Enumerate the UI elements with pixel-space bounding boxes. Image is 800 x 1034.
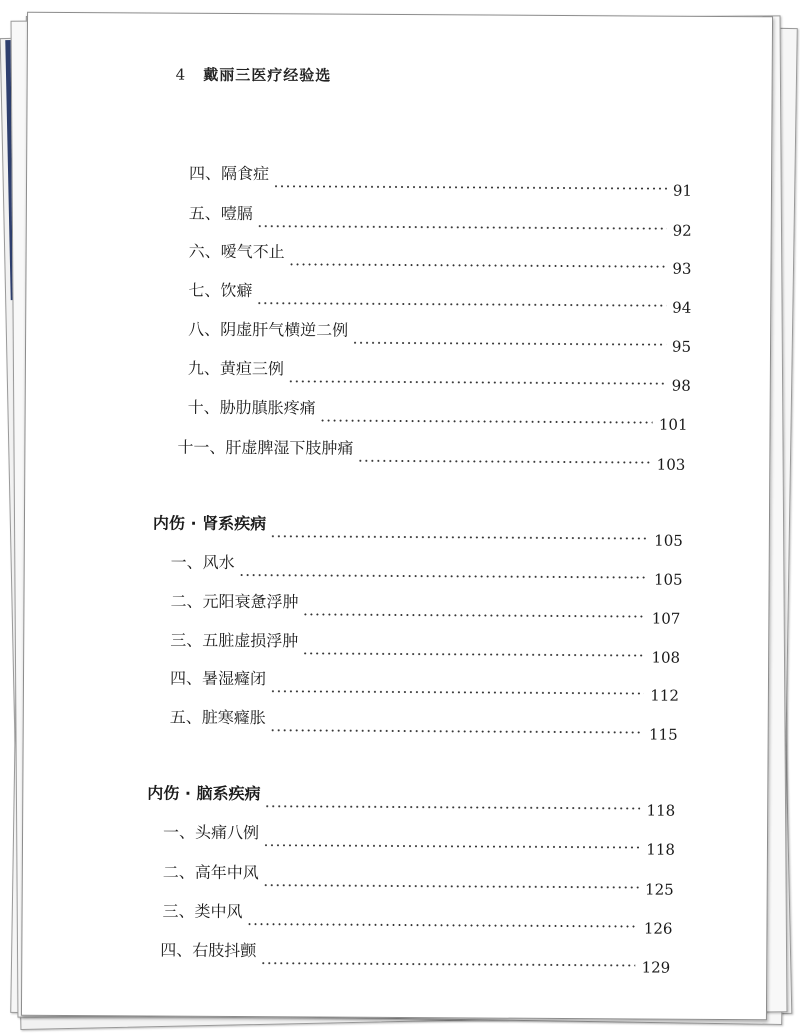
dot-leader <box>289 263 667 267</box>
toc-entry-label: 三、五脏虚损浮肿 <box>170 630 299 651</box>
toc-page-number: 94 <box>672 298 692 317</box>
dot-leader <box>270 535 648 539</box>
toc-entry-label: 内伤 · 脑系疾病 <box>147 783 261 804</box>
toc-page-number: 98 <box>671 376 691 395</box>
toc-entry <box>170 627 681 667</box>
toc-page-number: 101 <box>658 415 688 434</box>
toc-entry <box>163 819 676 859</box>
toc-entry <box>170 549 683 589</box>
dot-leader <box>247 923 638 927</box>
toc-page-number: 108 <box>651 648 681 667</box>
dot-leader <box>263 884 639 888</box>
toc-page-number: 129 <box>641 958 671 977</box>
toc-page-number: 91 <box>672 181 693 200</box>
dot-leader <box>302 613 645 617</box>
dot-leader <box>352 342 666 346</box>
toc-page-number: 107 <box>651 609 681 628</box>
dot-leader <box>256 302 666 307</box>
dot-leader <box>357 460 650 464</box>
dot-leader <box>320 420 653 424</box>
toc-entry-label: 五、脏寒癃胀 <box>169 707 266 728</box>
dot-leader <box>273 185 667 189</box>
dot-leader <box>302 652 645 656</box>
toc-entry-label: 十一、肝虚脾湿下肢肿痛 <box>177 437 354 458</box>
toc-entry <box>187 355 691 395</box>
toc-entry <box>169 704 678 744</box>
toc-entry <box>188 238 692 278</box>
toc-entry-label: 四、右肢抖颤 <box>160 940 257 961</box>
toc-entry-label: 九、黄疸三例 <box>187 358 284 379</box>
page-number: 4 <box>175 65 186 84</box>
toc-entry <box>188 277 692 317</box>
toc-page-number: 112 <box>650 686 679 705</box>
toc-page-number: 92 <box>672 221 692 240</box>
toc-page-number: 93 <box>672 259 692 278</box>
dot-leader <box>264 805 640 809</box>
dot-leader <box>270 729 643 733</box>
toc-entry-label: 八、阴虚肝气横逆二例 <box>188 319 349 340</box>
toc-page-number: 125 <box>645 880 674 899</box>
toc-page-number: 126 <box>643 919 673 938</box>
toc-entry <box>169 665 679 705</box>
toc-entry-label: 四、暑湿癃闭 <box>169 668 267 689</box>
toc-page-number: 115 <box>648 725 678 744</box>
toc-entry-label: 一、风水 <box>170 552 235 573</box>
toc-page-number: 103 <box>656 455 686 474</box>
toc-entry <box>188 316 692 356</box>
toc-entry-label: 七、饮癖 <box>188 280 253 301</box>
toc-entry <box>162 859 674 899</box>
dot-leader <box>239 574 648 579</box>
toc-entry <box>170 588 681 628</box>
toc-entry-label: 二、元阳衰惫浮肿 <box>170 591 299 612</box>
toc-entry-label: 三、类中风 <box>162 901 243 922</box>
toc-entry-label: 四、隔食症 <box>189 163 270 184</box>
toc-page-number: 105 <box>654 531 683 550</box>
toc-entry-label: 内伤 · 肾系疾病 <box>152 513 267 534</box>
dot-leader <box>260 962 635 966</box>
book-title: 戴丽三医疗经验选 <box>203 65 332 85</box>
dot-leader <box>270 690 644 694</box>
toc-page-number: 105 <box>653 570 683 589</box>
table-of-contents <box>22 13 772 1020</box>
toc-entry <box>189 160 693 200</box>
dot-leader <box>257 225 667 230</box>
toc-entry <box>162 898 673 938</box>
toc-page-number: 118 <box>646 840 676 859</box>
toc-entry <box>187 394 688 434</box>
book-page <box>21 12 773 1021</box>
toc-page-number: 95 <box>671 337 692 356</box>
dot-leader <box>288 380 666 384</box>
dot-leader <box>263 844 640 848</box>
toc-page-number: 118 <box>646 801 676 820</box>
toc-section-heading <box>147 779 676 820</box>
toc-entry <box>160 937 671 977</box>
toc-entry-label: 一、头痛八例 <box>163 822 260 843</box>
toc-entry <box>177 434 686 474</box>
toc-entry-label: 五、噎膈 <box>188 203 253 224</box>
toc-entry-label: 二、高年中风 <box>162 862 259 883</box>
toc-entry-label: 六、嗳气不止 <box>188 241 285 262</box>
toc-section-heading <box>152 510 683 550</box>
toc-entry <box>188 200 692 240</box>
toc-entry-label: 十、胁肋䐜胀疼痛 <box>187 397 316 418</box>
